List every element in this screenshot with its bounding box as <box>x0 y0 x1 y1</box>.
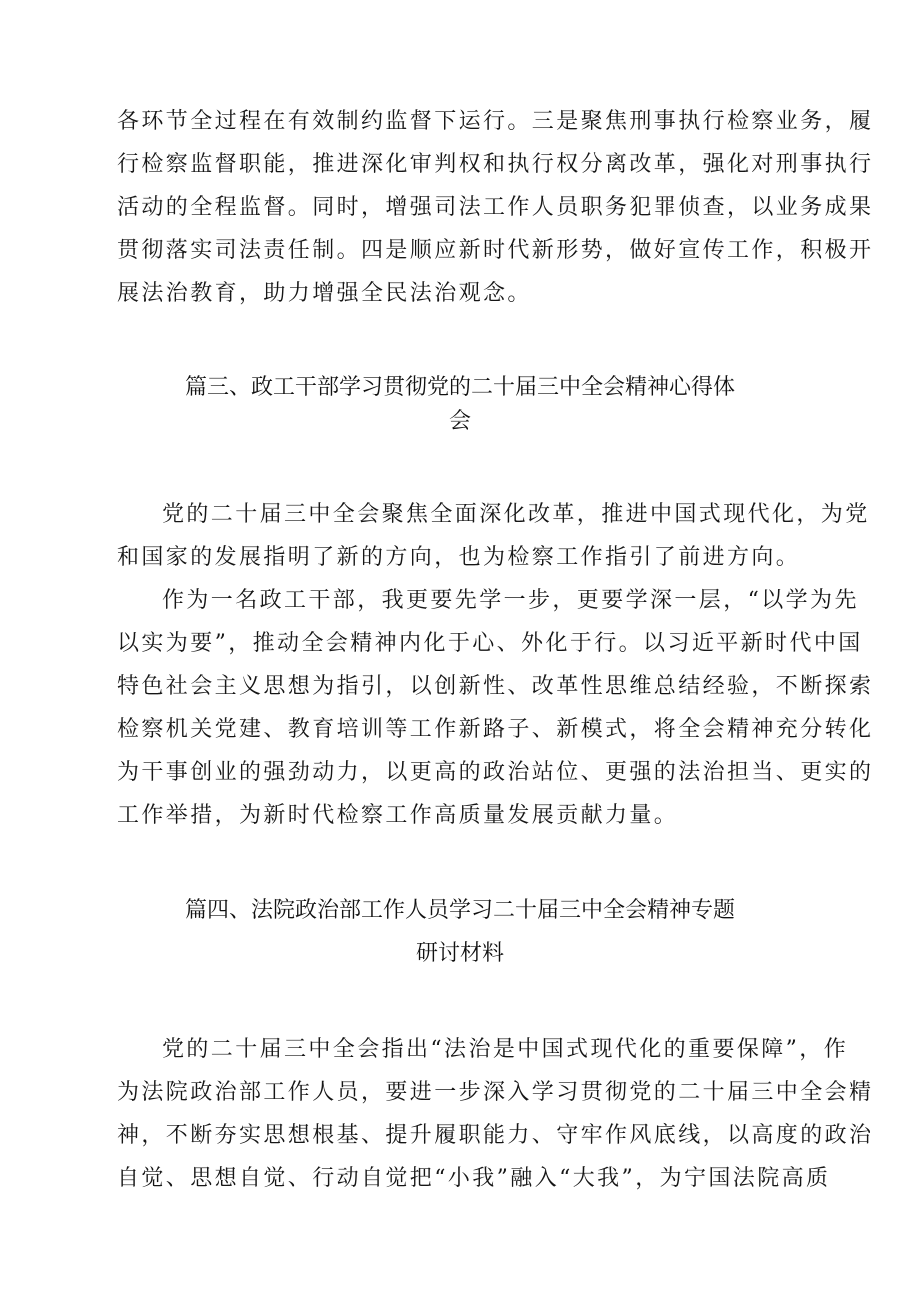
body-text-line: 党的二十届三中全会指出“法治是中国式现代化的重要保障”，作 <box>162 1037 849 1062</box>
body-text-line: 各环节全过程在有效制约监督下运行。三是聚焦刑事执行检察业务，履 <box>117 109 874 134</box>
body-text-line: 检察机关党建、教育培训等工作新路子、新模式，将全会精神充分转化 <box>117 717 874 742</box>
body-text-line: 工作举措，为新时代检察工作高质量发展贡献力量。 <box>117 803 679 828</box>
section-heading-line: 会 <box>448 409 471 434</box>
body-text-line: 为干事创业的强劲动力，以更高的政治站位、更强的法治担当、更实的 <box>117 760 874 785</box>
body-text-line: 作为一名政工干部，我更要先学一步，更要学深一层，“以学为先 <box>162 588 859 613</box>
section-heading-line: 篇三、政工干部学习贯彻党的二十届三中全会精神心得体 <box>184 375 735 400</box>
body-text-line: 神，不断夯实思想根基、提升履职能力、守牢作风底线，以高度的政治 <box>117 1123 874 1148</box>
body-text-line: 为法院政治部工作人员，要进一步深入学习贯彻党的二十届三中全会精 <box>117 1080 874 1105</box>
body-text-line: 特色社会主义思想为指引，以创新性、改革性思维总结经验，不断探索 <box>117 674 874 699</box>
body-text-line: 行检察监督职能，推进深化审判权和执行权分离改革，强化对刑事执行 <box>117 152 874 177</box>
body-text-line: 自觉、思想自觉、行动自觉把“小我”融入“大我”，为宁国法院高质 <box>117 1166 831 1191</box>
section-heading-line: 研讨材料 <box>415 941 504 966</box>
body-text-line: 活动的全程监督。同时，增强司法工作人员职务犯罪侦查，以业务成果 <box>117 195 874 220</box>
body-text-line: 以实为要”，推动全会精神内化于心、外化于行。以习近平新时代中国 <box>117 631 863 656</box>
section-heading-line: 篇四、法院政治部工作人员学习二十届三中全会精神专题 <box>184 898 735 923</box>
body-text-line: 贯彻落实司法责任制。四是顺应新时代新形势，做好宣传工作，积极开 <box>117 238 874 263</box>
body-text-line: 和国家的发展指明了新的方向，也为检察工作指引了前进方向。 <box>117 545 801 570</box>
body-text-line: 党的二十届三中全会聚焦全面深化改革，推进中国式现代化，为党 <box>162 502 870 527</box>
body-text-line: 展法治教育，助力增强全民法治观念。 <box>117 281 532 306</box>
